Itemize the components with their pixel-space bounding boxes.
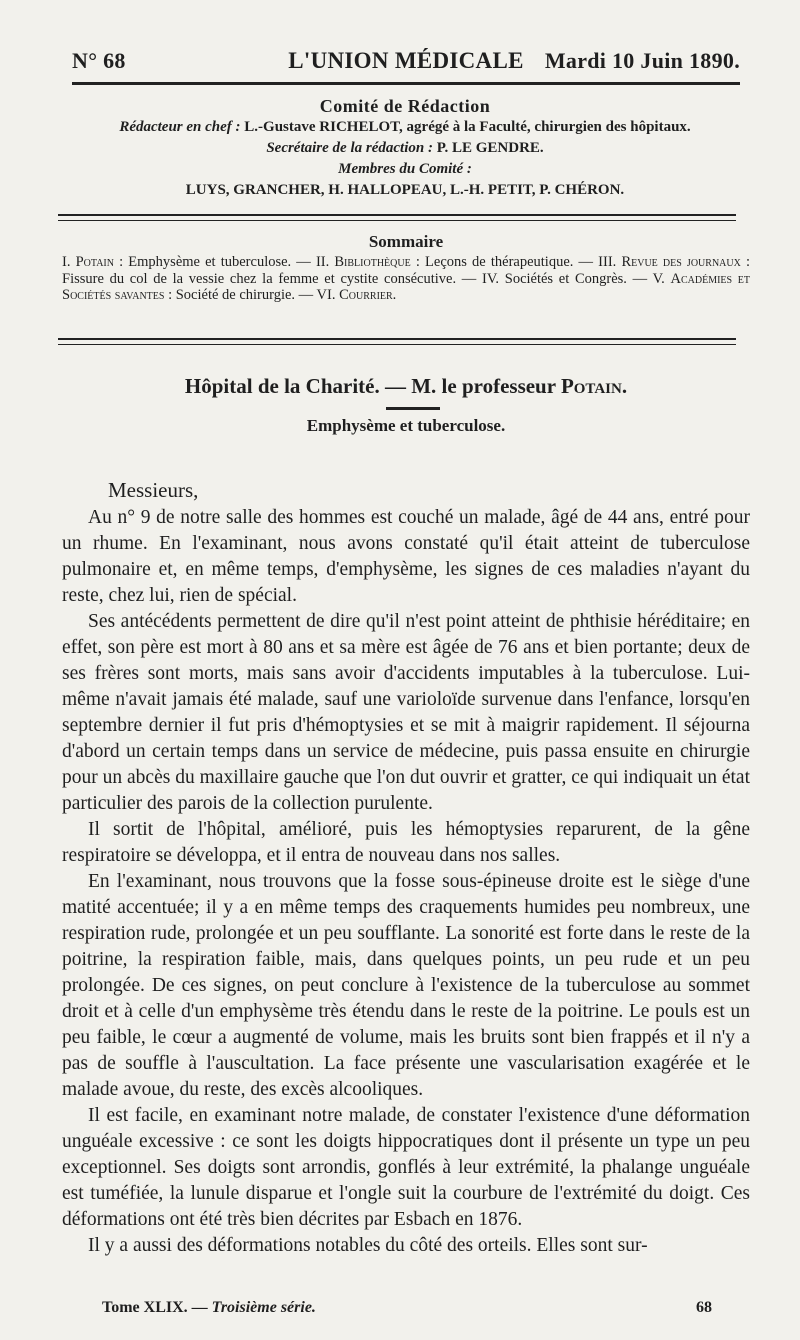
members-list: LUYS, GRANCHER, H. HALLOPEAU, L.-H. PETIT, P. CHÉRON. bbox=[185, 182, 625, 198]
article-body bbox=[62, 505, 750, 1259]
page-footer bbox=[102, 1299, 712, 1321]
summary-num: II. bbox=[315, 254, 330, 270]
issue-number: N° 68 bbox=[72, 48, 126, 73]
secretary-label: Secrétaire de la rédaction : bbox=[266, 140, 433, 156]
summary-num: V. bbox=[652, 270, 665, 287]
summary-num: IV. bbox=[481, 270, 500, 287]
headline-rule bbox=[386, 407, 440, 410]
running-header bbox=[72, 48, 740, 82]
summary-heading: Académies et Sociétés savantes bbox=[62, 270, 751, 303]
committee-rule bbox=[58, 214, 736, 221]
page-number: 68 bbox=[696, 1299, 712, 1316]
paragraph: Il y a aussi des déformations notables du côté des orteils. Elles sont sur- bbox=[88, 1235, 648, 1256]
headline-place: Hôpital de la Charité. — M. le professeur bbox=[184, 374, 556, 398]
issue-date: Mardi 10 Juin 1890. bbox=[544, 48, 740, 73]
committee-title: Comité de Rédaction bbox=[319, 96, 491, 116]
article-subheading: Emphysème et tuberculose. bbox=[306, 416, 506, 435]
paragraph: Au n° 9 de notre salle des hommes est couché un malade, âgé de 44 ans, entré pour un rhume. En l'examinant, nous avons constaté qu'il était atteint de tuberculose pulmonaire et, en même temps, d'emphysème, les signes de ces maladies n'ayant du reste, chez lui, rien de spécial. bbox=[62, 507, 750, 606]
series: Troisième série. bbox=[211, 1299, 316, 1316]
summary-item-text: : Emphysème et tuberculose. — bbox=[119, 254, 311, 270]
summary-heading: Revue des journaux bbox=[621, 254, 741, 270]
members-label: Membres du Comité : bbox=[338, 161, 472, 177]
paragraph: En l'examinant, nous trouvons que la fosse sous-épineuse droite est le siège d'une matité accentuée; il y a en même temps des craquements humides peu nombreux, une respiration rude, prolongée et un peu soufflante. La sonorité est forte dans le reste de la poitrine, la respiration faible, mais, dans quelques points, un peu rude et un peu prolongée. De ces signes, on peut conclure à l'existence de la tuberculose au sommet droit et à celle d'un emphysème très étendu dans le reste de la poitrine. Le pouls est un peu faible, le cœur a augmenté de volume, mais les bruits sont bien frappés et il n'y a pas de souffle à l'auscultation. La face présente une vascularisation exagérée et le malade avoue, du reste, des excès alcooliques. bbox=[62, 871, 750, 1100]
summary-title: Sommaire bbox=[368, 232, 444, 251]
members-label-line bbox=[60, 159, 750, 180]
summary-num: III. bbox=[598, 254, 617, 270]
paragraph: Il sortit de l'hôpital, amélioré, puis les hémoptysies reparurent, de la gêne respiratoire se développa, et il entra de nouveau dans nos salles. bbox=[62, 819, 750, 866]
secretary-name: P. LE GENDRE. bbox=[436, 140, 544, 156]
summary-heading: Bibliothèque bbox=[334, 254, 411, 270]
summary-block bbox=[62, 232, 750, 304]
paragraph: Il est facile, en examinant notre malade, de constater l'existence d'une déformation unguéale excessive : ce sont les doigts hippocratiques dont il présente un type un peu exceptionnel. Ses doigts sont arrondis, gonflés à leur extrémité, la phalange unguéale est tuméfiée, la lunule disparue et l'ongle suit la courbure de l'extrémité du doigt. Ces déformations ont été très bien décrites par Esbach en 1876. bbox=[62, 1105, 750, 1230]
summary-heading: Courrier. bbox=[339, 287, 397, 303]
volume-info: Tome XLIX. — Troisième série. bbox=[102, 1299, 316, 1316]
summary-heading: Potain bbox=[75, 254, 114, 270]
paragraph: Ses antécédents permettent de dire qu'il n'est point atteint de phthisie héréditaire; en effet, son père est mort à 80 ans et sa mère est âgée de 76 ans et bien portante; deux de ses frères sont morts, mais sans avoir d'accidents imputables à la tuberculose. Lui-même n'avait jamais été malade, sauf une varioloïde survenue dans l'enfance, lorsqu'en septembre dernier il fut pris d'hémoptysies et se mit à maigrir rapidement. Il séjourna d'abord un certain temps dans un service de médecine, puis passa ensuite en chirurgie pour un abcès du maxillaire gauche que l'on dut ouvrir et gratter, ce qui indiquait un état particulier des parois de la collection purulente. bbox=[62, 611, 750, 814]
header-rule bbox=[72, 82, 740, 85]
summary-rule bbox=[58, 338, 736, 345]
headline-name: Potain. bbox=[560, 374, 628, 398]
salutation: Messieurs, bbox=[108, 478, 199, 502]
editor-line bbox=[60, 117, 750, 138]
secretary-line bbox=[60, 138, 750, 159]
journal-title: L'UNION MÉDICALE bbox=[288, 48, 524, 73]
summary-num: VI. bbox=[316, 287, 336, 303]
summary-text bbox=[62, 254, 750, 304]
summary-item-text: : Leçons de thérapeutique. — bbox=[415, 254, 594, 270]
summary-item-text: : Société de chirurgie. — bbox=[168, 287, 314, 303]
summary-num: I. bbox=[62, 254, 71, 270]
article-headline bbox=[62, 374, 750, 399]
editor-name: L.-Gustave RICHELOT, agrégé à la Faculté, chirurgien des hôpitaux. bbox=[244, 119, 691, 135]
volume: Tome XLIX. bbox=[102, 1299, 188, 1316]
summary-item-text: Sociétés et Congrès. — bbox=[504, 270, 648, 287]
editorial-committee bbox=[60, 96, 750, 201]
editor-label: Rédacteur en chef : bbox=[119, 119, 241, 135]
summary-item-text: : Fissure du col de la vessie chez la femme et cystite consécutive. — bbox=[62, 254, 751, 287]
